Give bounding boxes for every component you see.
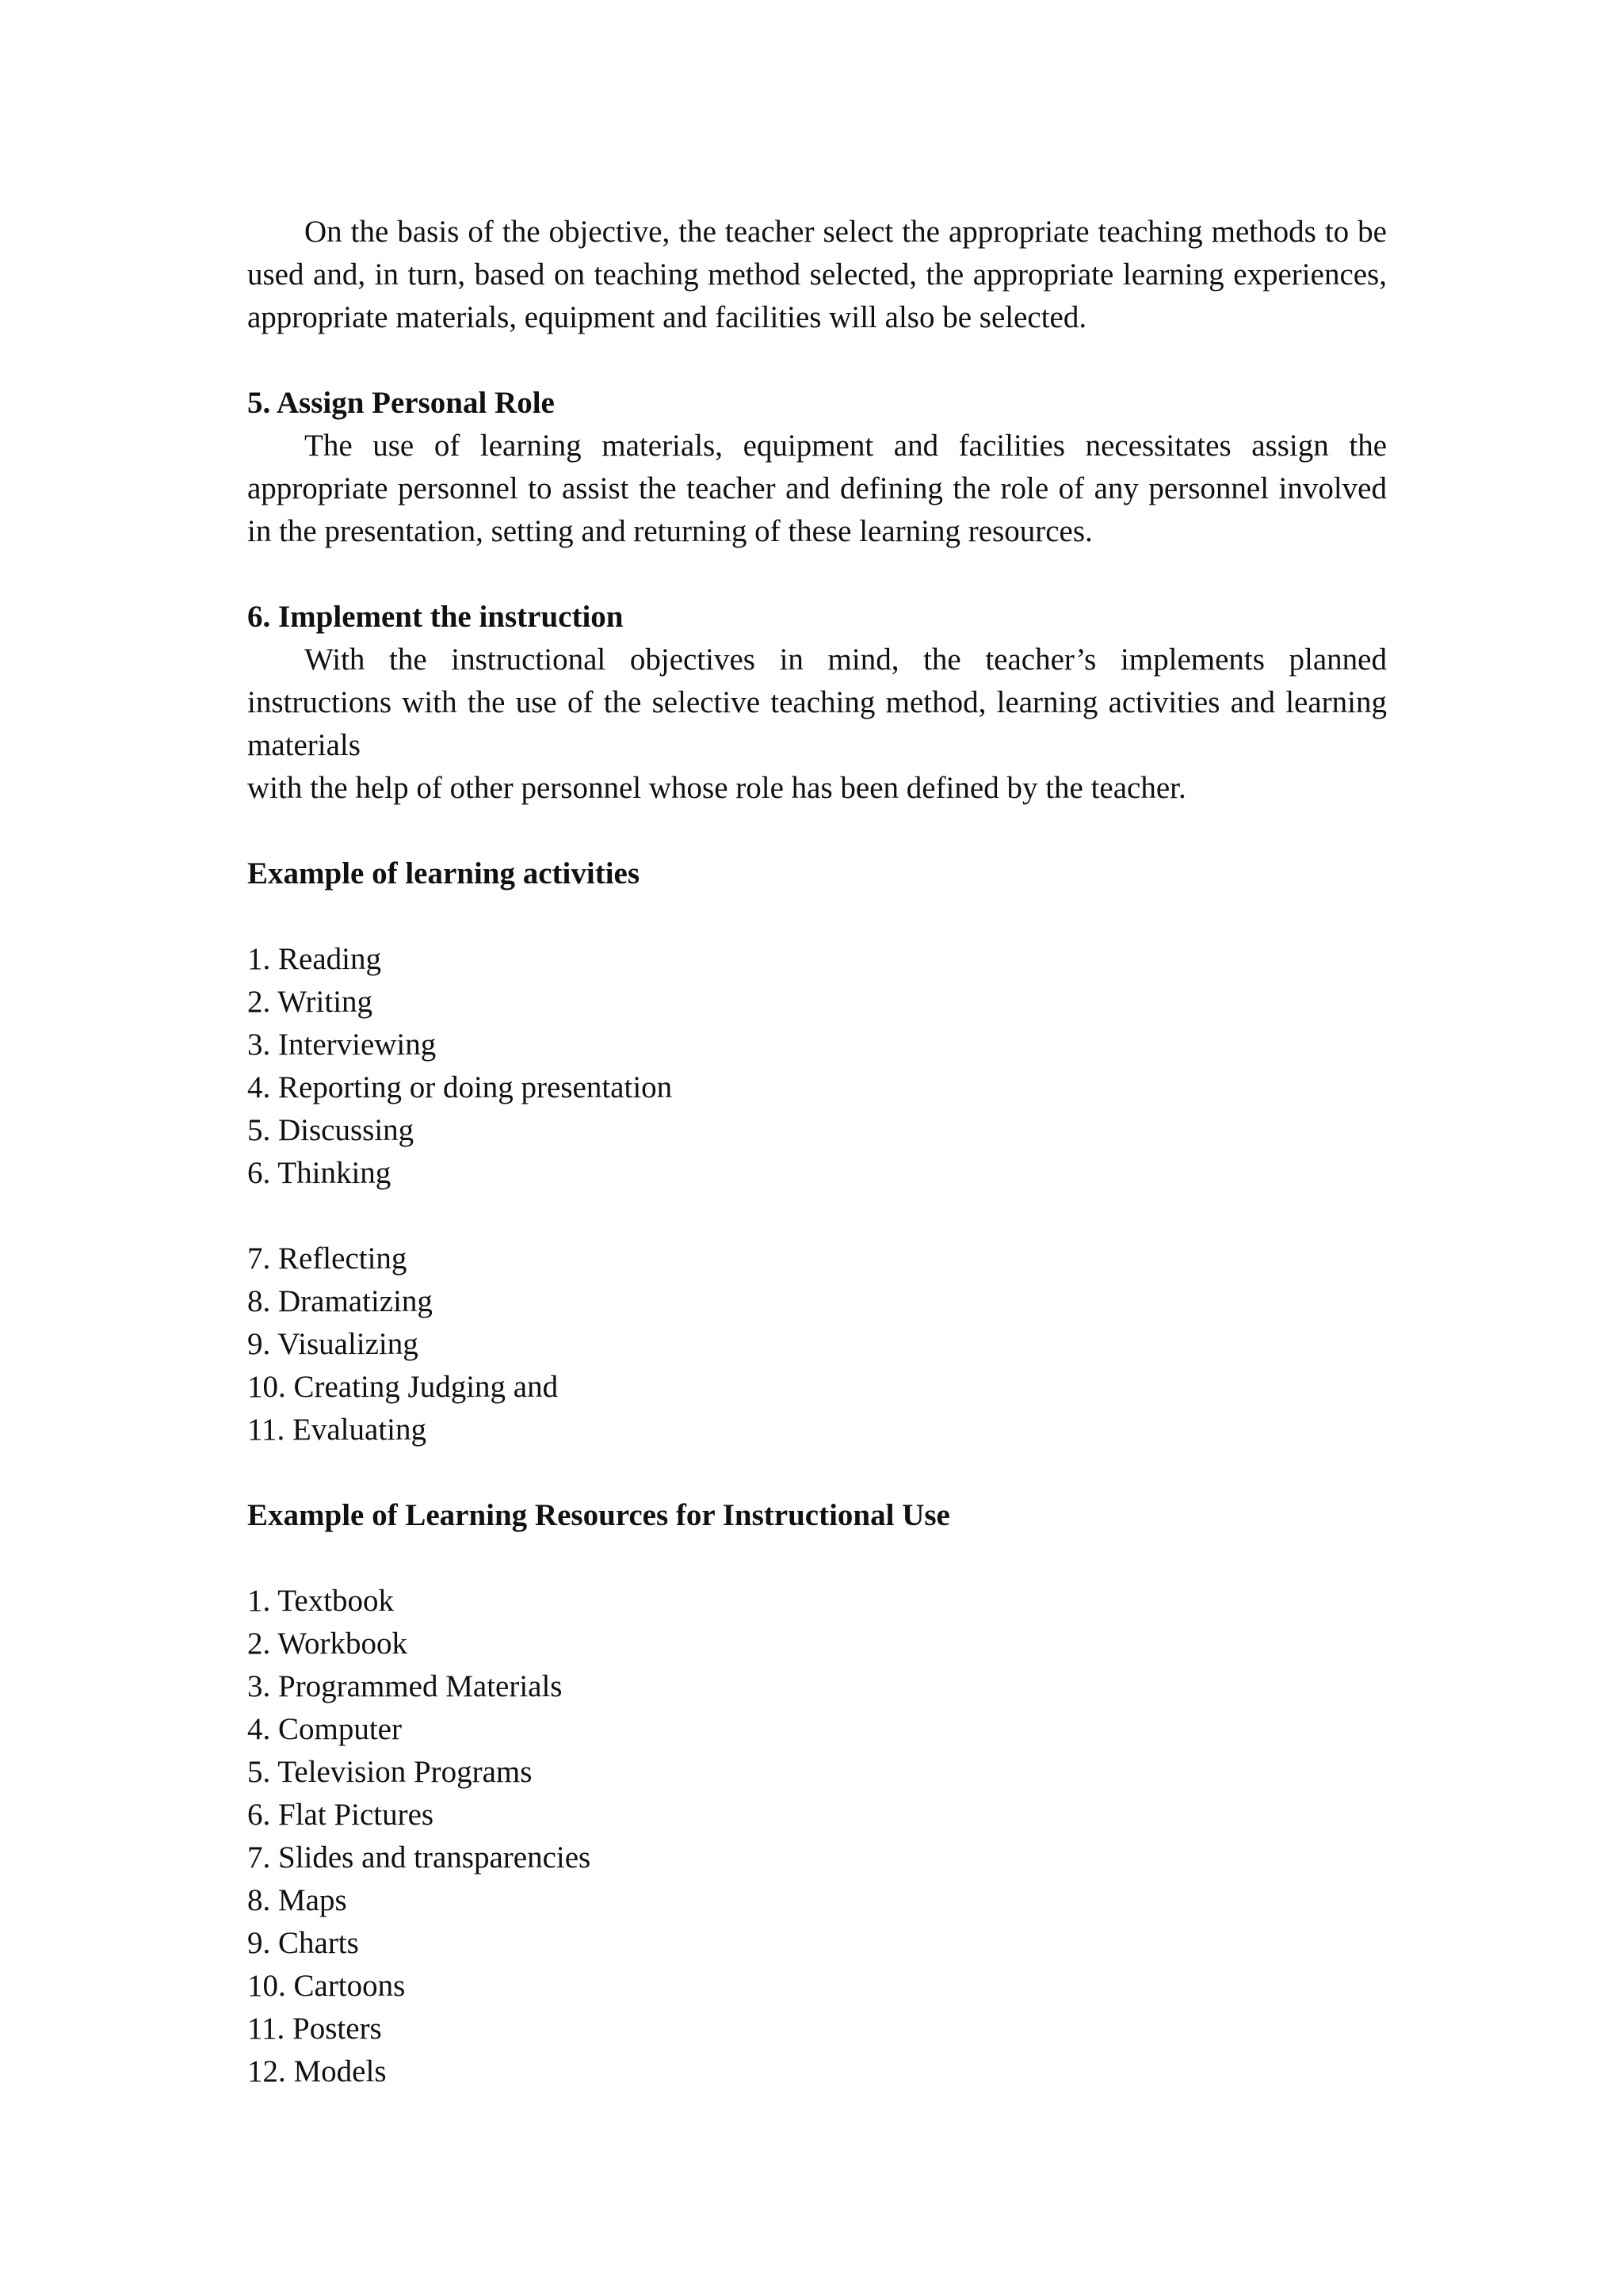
- list-item: 2. Writing: [247, 985, 373, 1019]
- spacer: [247, 1537, 1387, 1580]
- list-item: 9. Charts: [247, 1926, 359, 1960]
- resources-list: [247, 1580, 1387, 2093]
- list-item: 8. Maps: [247, 1883, 347, 1917]
- list-item: 12. Models: [247, 2054, 387, 2088]
- activities-list-group-2: [247, 1238, 1387, 1451]
- section-6-paragraph: With the instructional objectives in mind, the teacher’s implements planned instructions with the use of the selective teaching method, learning activities and learning materials: [247, 643, 1387, 762]
- spacer: [247, 1195, 1387, 1238]
- list-item: 8. Dramatizing: [247, 1284, 433, 1318]
- list-item: 2. Workbook: [247, 1627, 407, 1661]
- section-5-paragraph: The use of learning materials, equipment and facilities necessitates assign the appropriate personnel to assist the teacher and defining the role of any personnel involved in the presentation, setting and returning of these learning resources.: [247, 429, 1387, 548]
- list-item: 11. Evaluating: [247, 1413, 427, 1447]
- list-item: 11. Posters: [247, 2012, 382, 2046]
- list-item: 9. Visualizing: [247, 1327, 418, 1361]
- spacer: [247, 895, 1387, 938]
- list-item: 5. Discussing: [247, 1113, 414, 1147]
- list-item: 10. Creating Judging and: [247, 1370, 559, 1404]
- list-item: 5. Television Programs: [247, 1755, 533, 1789]
- list-item: 7. Reflecting: [247, 1241, 407, 1276]
- activities-list-group-1: [247, 938, 1387, 1195]
- list-item: 1. Textbook: [247, 1584, 395, 1618]
- list-item: 6. Flat Pictures: [247, 1798, 434, 1832]
- document-page: [247, 211, 1387, 2093]
- list-item: 7. Slides and transparencies: [247, 1840, 591, 1875]
- list-item: 10. Cartoons: [247, 1969, 406, 2003]
- section-6-continuation: with the help of other personnel whose role has been defined by the teacher.: [247, 771, 1186, 805]
- list-item: 6. Thinking: [247, 1156, 391, 1190]
- list-item: 1. Reading: [247, 942, 381, 976]
- list-item: 3. Interviewing: [247, 1028, 437, 1062]
- spacer: [247, 339, 1387, 382]
- list-item: 4. Reporting or doing presentation: [247, 1070, 673, 1104]
- list-item: 4. Computer: [247, 1712, 402, 1746]
- intro-paragraph: On the basis of the objective, the teacher select the appropriate teaching methods to be used and, in turn, based on teaching method selected, the appropriate learning experiences, appropriate materials, equipment and facilities will also be selected.: [247, 215, 1387, 334]
- spacer: [247, 1451, 1387, 1494]
- activities-heading: Example of learning activities: [247, 856, 640, 891]
- section-6-heading: 6. Implement the instruction: [247, 600, 624, 634]
- spacer: [247, 553, 1387, 596]
- section-5-heading: 5. Assign Personal Role: [247, 386, 555, 420]
- resources-heading: Example of Learning Resources for Instructional Use: [247, 1498, 950, 1532]
- spacer: [247, 810, 1387, 852]
- list-item: 3. Programmed Materials: [247, 1669, 563, 1703]
